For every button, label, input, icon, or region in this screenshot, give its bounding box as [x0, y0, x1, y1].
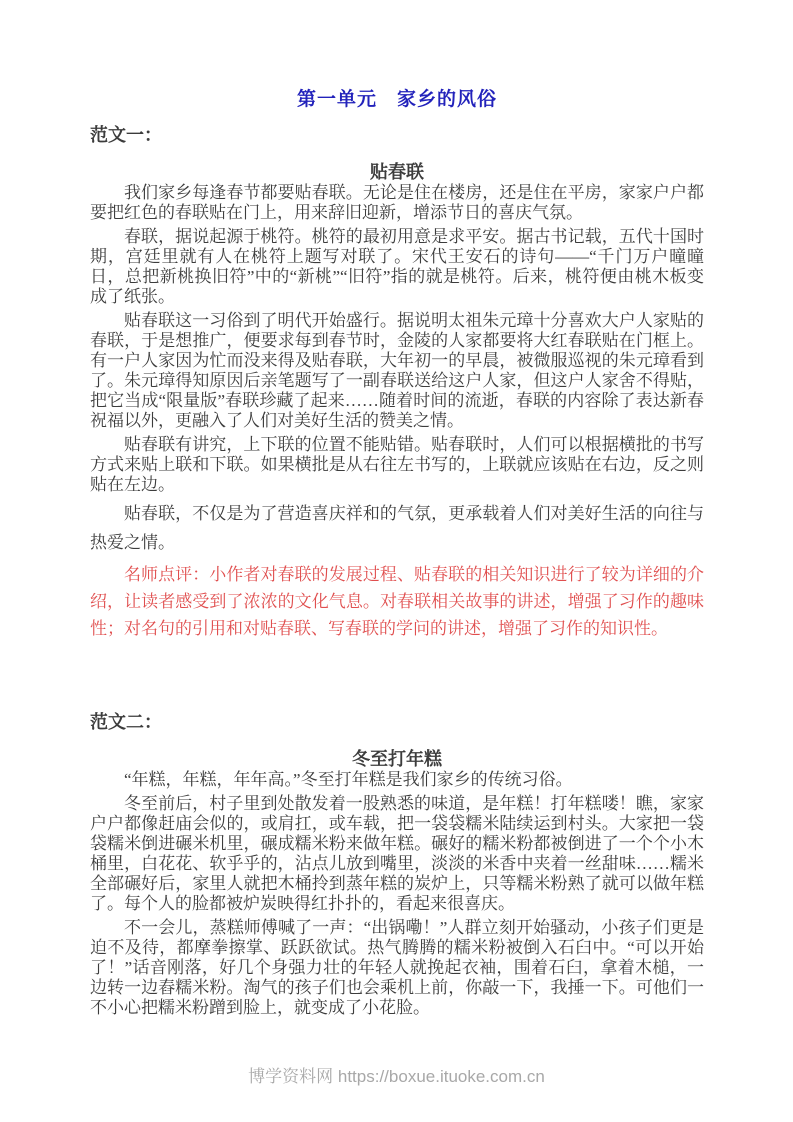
- footer-watermark: 博学资料网 https://boxue.ituoke.com.cn: [248, 1067, 545, 1086]
- essay2-label: 范文二：: [90, 712, 162, 732]
- unit-title: 第一单元 家乡的风俗: [296, 89, 497, 110]
- essay1-paragraph-3: 贴春联这一习俗到了明代开始盛行。据说明太祖朱元璋十分喜欢大户人家贴的春联，于是想推广，便要求每到春节时，金陵的人家都要将大红春联贴在门框上。有一户人家因为忙而没来得及贴春联，大年初一的早晨，被微服巡视的朱元璋看到了。朱元璋得知原因后亲笔题写了一副春联送给这户人家，但这户人家舍不得贴，把它当成“限量版”春联珍藏了起来……随着时间的流逝，春联的内容除了表达新春祝福以外，更融入了人们对美好生活的赞美之情。: [90, 311, 704, 430]
- teacher-comment: 名师点评：小作者对春联的发展过程、贴春联的相关知识进行了较为详细的介绍，让读者感受到了浓浓的文化气息。对春联相关故事的讲述，增强了习作的趣味性；对名句的引用和对贴春联、写春联的学问的讲述，增强了习作的知识性。: [90, 565, 704, 638]
- essay1-paragraph-1: 我们家乡每逢春节都要贴春联。无论是住在楼房，还是住在平房，家家户户都要把红色的春联贴在门上，用来辞旧迎新，增添节日的喜庆气氛。: [90, 183, 704, 222]
- document-body: [90, 88, 704, 1022]
- essay1-paragraph-4: 贴春联有讲究，上下联的位置不能贴错。贴春联时，人们可以根据横批的书写方式来贴上联和下联。如果横批是从右往左书写的，上联就应该贴在右边，反之则贴在左边。: [90, 435, 704, 494]
- essay2-paragraph-2: 冬至前后，村子里到处散发着一股熟悉的味道，是年糕！打年糕喽！瞧，家家户户都像赶庙会似的，或肩扛，或车载，把一袋袋糯米陆续运到村头。大家把一袋袋糯米倒进碾米机里，碾成糯米粉来做年糕。碾好的糯米粉都被倒进了一个个小木桶里，白花花、软乎乎的，沾点儿放到嘴里，淡淡的米香中夹着一丝甜味……糯米全部碾好后，家里人就把木桶拎到蒸年糕的炭炉上，只等糯米粉熟了就可以做年糕了。每个人的脸都被炉炭映得红扑扑的，看起来很喜庆。: [90, 794, 704, 913]
- essay1-paragraph-2: 春联，据说起源于桃符。桃符的最初用意是求平安。据古书记载，五代十国时期，宫廷里就有人在桃符上题写对联了。宋代王安石的诗句——“千门万户曈曈日，总把新桃换旧符”中的“新桃”“旧符”指的就是桃符。后来，桃符便由桃木板变成了纸张。: [90, 227, 704, 306]
- essay1-paragraph-5: 贴春联，不仅是为了营造喜庆祥和的气氛，更承载着人们对美好生活的向往与热爱之情。: [90, 504, 704, 552]
- essay2-paragraph-3: 不一会儿，蒸糕师傅喊了一声：“出锅嘞！”人群立刻开始骚动，小孩子们更是迫不及待，都摩拳擦掌、跃跃欲试。热气腾腾的糯米粉被倒入石臼中。“可以开始了！”话音刚落，好几个身强力壮的年轻人就挽起衣袖，围着石臼，拿着木槌，一边转一边舂糯米粉。淘气的孩子们也会乘机上前，你敲一下，我捶一下。可他们一不小心把糯米粉蹭到脸上，就变成了小花脸。: [90, 918, 704, 1017]
- essay2-paragraph-1: “年糕，年糕，年年高。”冬至打年糕是我们家乡的传统习俗。: [124, 770, 573, 789]
- essay2-title: 冬至打年糕: [352, 749, 442, 769]
- essay1-title: 贴春联: [370, 162, 424, 182]
- essay1-label: 范文一：: [90, 125, 162, 145]
